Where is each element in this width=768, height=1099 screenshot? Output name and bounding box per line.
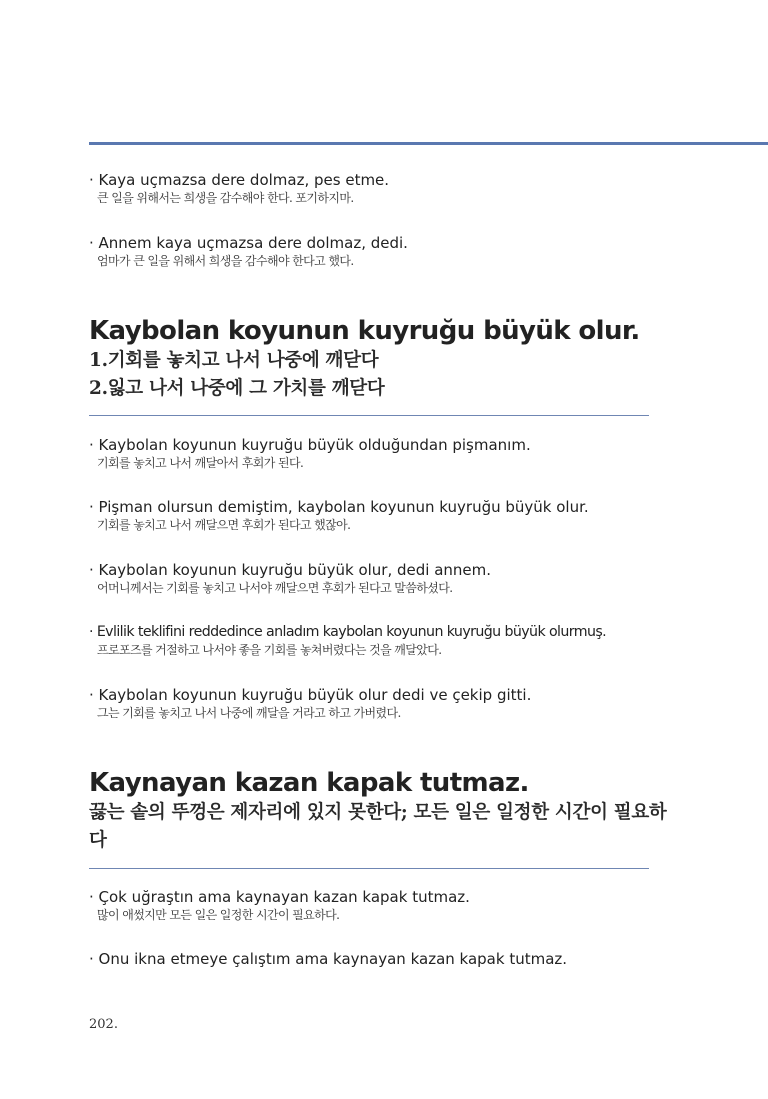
- example-korean: 많이 애썼지만 모든 일은 일정한 시간이 필요하다.: [97, 908, 340, 922]
- example: [89, 949, 729, 969]
- example: [89, 887, 729, 924]
- idiom-title: Kaynayan kazan kapak tutmaz.: [89, 768, 529, 798]
- example-korean: 기회를 놓치고 나서 깨달으면 후회가 된다고 했잖아.: [97, 518, 351, 532]
- idiom-title: Kaybolan koyunun kuyruğu büyük olur.: [89, 316, 640, 346]
- idiom-meaning: 2.잃고 나서 나중에 그 가치를 깨닫다: [89, 378, 385, 399]
- example-turkish: · Onu ikna etmeye çalıştım ama kaynayan kazan kapak tutmaz.: [89, 950, 568, 968]
- section-rule: [89, 868, 649, 869]
- page-number: 202.: [89, 1017, 118, 1032]
- example: [89, 622, 729, 659]
- top-rule: [89, 142, 768, 145]
- example: [89, 685, 729, 722]
- example-turkish: · Evlilik teklifini reddedince anladım kaybolan koyunun kuyruğu büyük olurmuş.: [89, 624, 607, 640]
- example-turkish: · Annem kaya uçmazsa dere dolmaz, dedi.: [89, 234, 408, 252]
- example-korean: 큰 일을 위해서는 희생을 감수해야 한다. 포기하지마.: [97, 191, 354, 205]
- example-korean: 그는 기회를 놓치고 나서 나중에 깨달을 거라고 하고 가버렸다.: [97, 706, 401, 720]
- section-rule: [89, 415, 649, 416]
- example: [89, 560, 729, 597]
- idiom-heading: [89, 315, 669, 403]
- example-turkish: · Kaybolan koyunun kuyruğu büyük olur, dedi annem.: [89, 561, 492, 579]
- example-turkish: · Pişman olursun demiştim, kaybolan koyunun kuyruğu büyük olur.: [89, 498, 589, 516]
- example-turkish: · Çok uğraştın ama kaynayan kazan kapak tutmaz.: [89, 888, 470, 906]
- example-korean: 기회를 놓치고 나서 깨달아서 후회가 된다.: [97, 456, 304, 470]
- example-turkish: · Kaya uçmazsa dere dolmaz, pes etme.: [89, 171, 390, 189]
- example: [89, 233, 729, 270]
- example-korean: 어머니께서는 기회를 놓치고 나서야 깨달으면 후회가 된다고 말씀하셨다.: [97, 581, 453, 595]
- example: [89, 497, 729, 534]
- idiom-meaning: 끓는 솥의 뚜껑은 제자리에 있지 못한다; 모든 일은 일정한 시간이 필요하다: [89, 802, 667, 851]
- idiom-meaning: 1.기회를 놓치고 나서 나중에 깨닫다: [89, 350, 379, 371]
- example-korean: 프로포즈를 거절하고 나서야 좋을 기회를 놓쳐버렸다는 것을 깨달았다.: [97, 643, 442, 657]
- example-korean: 엄마가 큰 일을 위해서 희생을 감수해야 한다고 했다.: [97, 254, 354, 268]
- idiom-heading: [89, 767, 669, 855]
- example: [89, 435, 729, 472]
- example-turkish: · Kaybolan koyunun kuyruğu büyük olur dedi ve çekip gitti.: [89, 686, 532, 704]
- example: [89, 170, 729, 207]
- example-turkish: · Kaybolan koyunun kuyruğu büyük olduğundan pişmanım.: [89, 436, 531, 454]
